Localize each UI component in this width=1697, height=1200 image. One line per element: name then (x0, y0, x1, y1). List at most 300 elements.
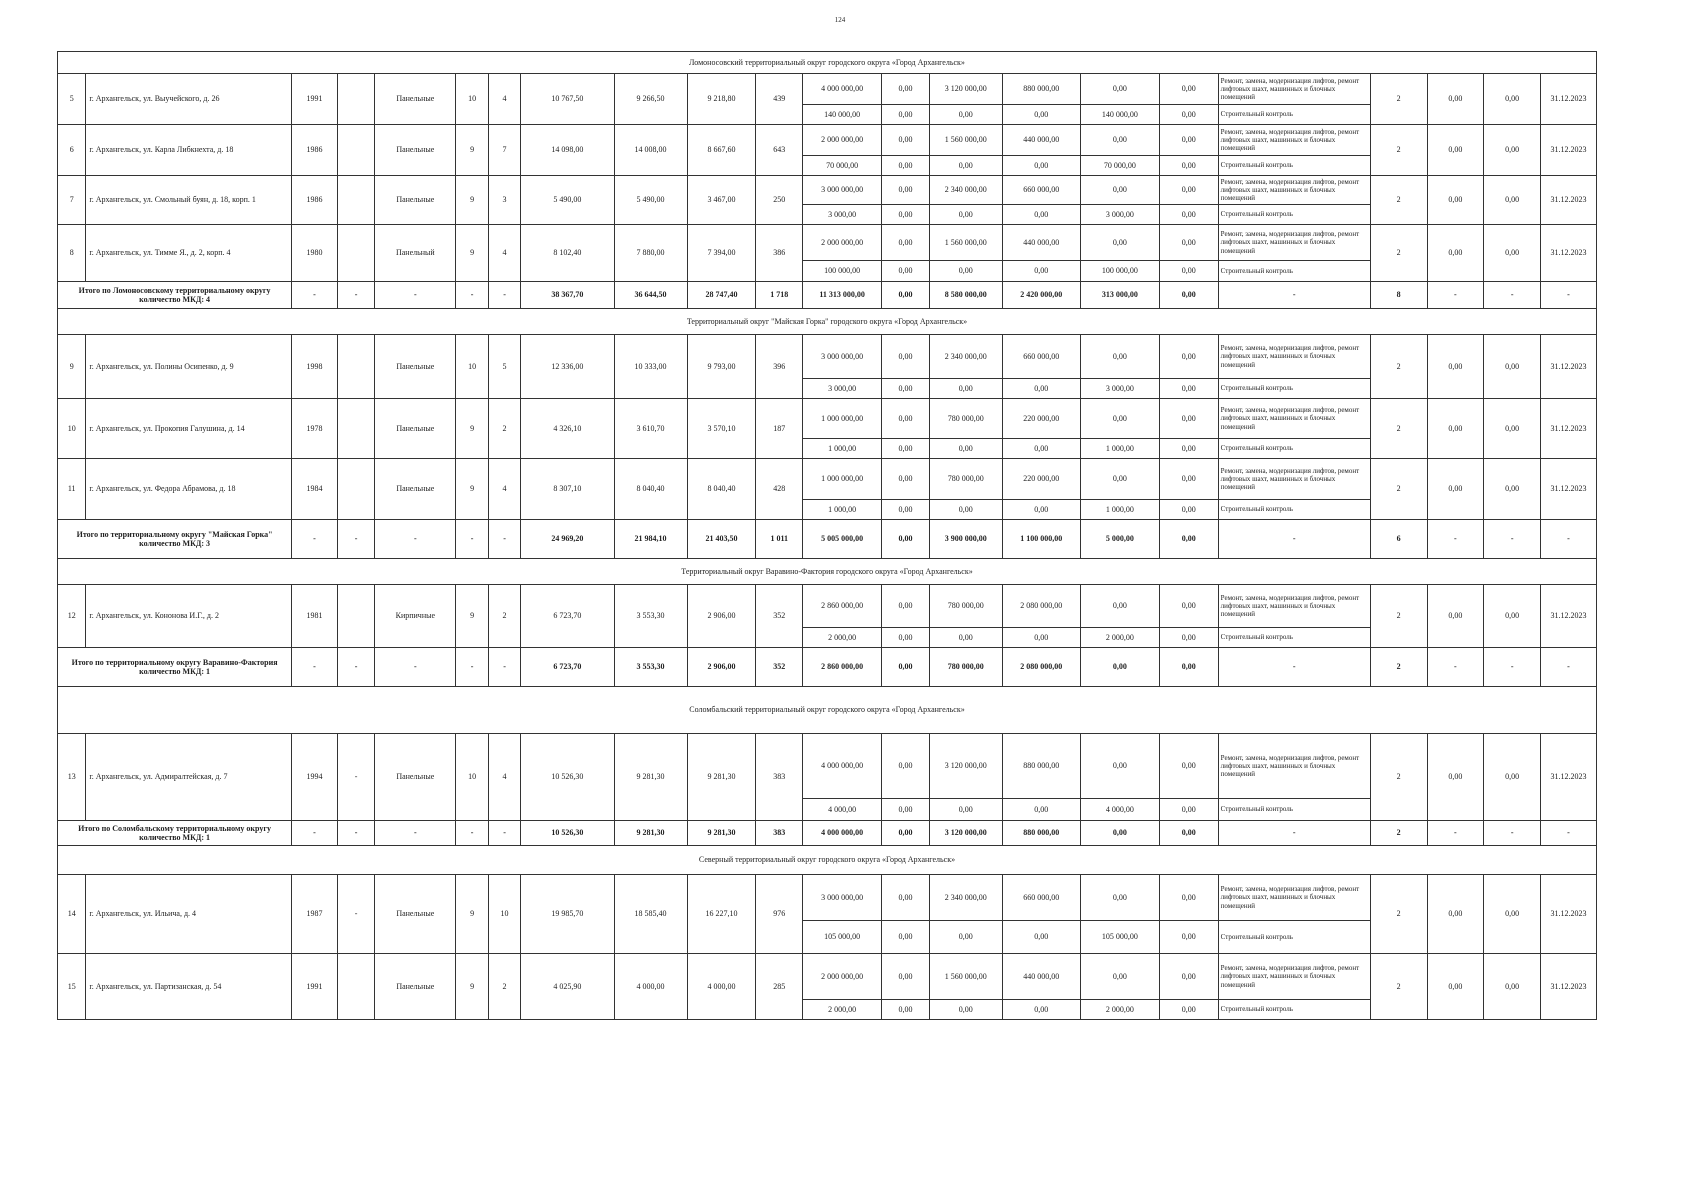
area-total-cell: 19 985,70 (521, 875, 614, 954)
cost-cell: 1 560 000,00 (929, 225, 1002, 261)
dash-cell: - (292, 282, 338, 309)
cost-cell: 0,00 (1159, 921, 1218, 954)
residents-cell: 386 (756, 225, 803, 282)
value-cell: 0,00 (1484, 225, 1541, 282)
dash-cell: - (1484, 648, 1541, 687)
work-type-cell: Ремонт, замена, модернизация лифтов, ремонт лифтовых шахт, машинных и блочных помещений (1218, 399, 1370, 439)
total-value: 0,00 (882, 520, 930, 559)
work-type-cell: Ремонт, замена, модернизация лифтов, ремонт лифтовых шахт, машинных и блочных помещений (1218, 954, 1370, 1000)
cost-cell: 0,00 (929, 105, 1002, 125)
cost-cell: 3 000 000,00 (803, 176, 882, 205)
cost-cell: 0,00 (1080, 459, 1159, 500)
date-cell: 31.12.2023 (1541, 459, 1597, 520)
cost-cell: 0,00 (1159, 379, 1218, 399)
cost-cell: 0,00 (882, 459, 930, 500)
area-living-cell: 3 570,10 (687, 399, 756, 459)
dash-cell: - (337, 821, 375, 846)
total-label: Итого по Ломоносовскому территориальному округу количество МКД: 4 (58, 282, 292, 309)
cost-cell: 0,00 (1080, 335, 1159, 379)
floors-cell: 9 (456, 875, 488, 954)
row-number: 14 (58, 875, 86, 954)
address-cell: г. Архангельск, ул. Кононова И.Г., д. 2 (86, 585, 292, 648)
area-living-cell: 8 667,60 (687, 125, 756, 176)
total-label: Итого по территориальному округу Варавино-Фактория количество МКД: 1 (58, 648, 292, 687)
entrances-cell: 4 (488, 734, 520, 821)
area-living-cell: 9 793,00 (687, 335, 756, 399)
cost-cell: 0,00 (1159, 585, 1218, 628)
floors-cell: 9 (456, 399, 488, 459)
table-row (58, 585, 1597, 628)
cost-cell: 0,00 (929, 921, 1002, 954)
cost-cell: 0,00 (1080, 585, 1159, 628)
cost-cell: 0,00 (882, 205, 930, 225)
value-cell: 0,00 (1427, 399, 1484, 459)
value-cell: 0,00 (1427, 74, 1484, 125)
date-cell: 31.12.2023 (1541, 125, 1597, 176)
value-cell: 0,00 (1427, 734, 1484, 821)
cost-cell: 0,00 (882, 1000, 930, 1020)
dash-cell: - (1427, 520, 1484, 559)
work-type-cell: Ремонт, замена, модернизация лифтов, ремонт лифтовых шахт, машинных и блочных помещений (1218, 225, 1370, 261)
cost-cell: 0,00 (882, 176, 930, 205)
date-cell: 31.12.2023 (1541, 585, 1597, 648)
value-cell: 0,00 (1427, 225, 1484, 282)
count-cell: 2 (1370, 225, 1427, 282)
address-cell: г. Архангельск, ул. Прокопия Галушина, д. 14 (86, 399, 292, 459)
work-type-cell: Ремонт, замена, модернизация лифтов, ремонт лифтовых шахт, машинных и блочных помещений (1218, 459, 1370, 500)
district-title: Северный территориальный округ городского округа «Город Архангельск» (58, 846, 1597, 875)
value-cell: 0,00 (1484, 335, 1541, 399)
dash-cell: - (1484, 821, 1541, 846)
entrances-cell: 4 (488, 74, 520, 125)
total-count: 2 (1370, 648, 1427, 687)
year-cell: 1978 (292, 399, 338, 459)
floors-cell: 9 (456, 176, 488, 225)
total-value: 0,00 (1080, 648, 1159, 687)
cost-cell: 660 000,00 (1002, 875, 1080, 921)
capital-repair-table (57, 51, 1597, 1020)
cost-cell: 0,00 (1080, 399, 1159, 439)
total-value: 0,00 (1159, 648, 1218, 687)
work-type-cell: Ремонт, замена, модернизация лифтов, ремонт лифтовых шахт, машинных и блочных помещений (1218, 74, 1370, 105)
entrances-cell: 2 (488, 954, 520, 1020)
floors-cell: 10 (456, 734, 488, 821)
total-value: 1 718 (756, 282, 803, 309)
value-cell: 0,00 (1484, 459, 1541, 520)
area-rooms-cell: 8 040,40 (614, 459, 687, 520)
cost-cell: 2 000 000,00 (803, 225, 882, 261)
dash-cell: - (1218, 282, 1370, 309)
entrances-cell: 5 (488, 335, 520, 399)
dash-cell: - (292, 821, 338, 846)
total-value: 0,00 (1080, 821, 1159, 846)
cost-cell: 0,00 (1002, 379, 1080, 399)
residents-cell: 383 (756, 734, 803, 821)
total-value: 0,00 (882, 821, 930, 846)
district-title: Соломбальский территориальный округ городского округа «Город Архангельск» (58, 687, 1597, 734)
dash-cell: - (375, 821, 456, 846)
row-number: 15 (58, 954, 86, 1020)
cost-cell: 0,00 (1159, 628, 1218, 648)
cost-cell: 100 000,00 (803, 261, 882, 282)
cost-cell: 0,00 (1080, 954, 1159, 1000)
cost-cell: 3 000 000,00 (803, 875, 882, 921)
total-value: 3 553,30 (614, 648, 687, 687)
address-cell: г. Архангельск, ул. Тимме Я., д. 2, корп. 4 (86, 225, 292, 282)
total-row (58, 282, 1597, 309)
year-cell: 1986 (292, 176, 338, 225)
cost-cell: 0,00 (1002, 156, 1080, 176)
cost-cell: 0,00 (1002, 105, 1080, 125)
work-type-cell: Строительный контроль (1218, 261, 1370, 282)
total-value: 0,00 (1159, 282, 1218, 309)
cost-cell: 0,00 (1159, 734, 1218, 799)
area-total-cell: 14 098,00 (521, 125, 614, 176)
date-cell: 31.12.2023 (1541, 225, 1597, 282)
count-cell: 2 (1370, 74, 1427, 125)
cost-cell: 2 080 000,00 (1002, 585, 1080, 628)
cost-cell: 2 340 000,00 (929, 875, 1002, 921)
entrances-cell: 2 (488, 399, 520, 459)
cost-cell: 0,00 (1080, 125, 1159, 156)
value-cell: 0,00 (1427, 125, 1484, 176)
floors-cell: 9 (456, 125, 488, 176)
dash-cell: - (1218, 520, 1370, 559)
work-type-cell: Строительный контроль (1218, 500, 1370, 520)
total-value: 6 723,70 (521, 648, 614, 687)
address-cell: г. Архангельск, ул. Ильича, д. 4 (86, 875, 292, 954)
value-cell: 0,00 (1427, 335, 1484, 399)
cost-cell: 2 340 000,00 (929, 335, 1002, 379)
year-renovation-cell (337, 335, 375, 399)
cost-cell: 0,00 (1159, 439, 1218, 459)
area-living-cell: 7 394,00 (687, 225, 756, 282)
cost-cell: 1 560 000,00 (929, 954, 1002, 1000)
cost-cell: 220 000,00 (1002, 459, 1080, 500)
year-renovation-cell: - (337, 875, 375, 954)
cost-cell: 2 000 000,00 (803, 954, 882, 1000)
count-cell: 2 (1370, 176, 1427, 225)
total-value: 8 580 000,00 (929, 282, 1002, 309)
row-number: 7 (58, 176, 86, 225)
district-title: Территориальный округ Варавино-Фактория городского округа «Город Архангельск» (58, 559, 1597, 585)
cost-cell: 0,00 (882, 500, 930, 520)
residents-cell: 643 (756, 125, 803, 176)
cost-cell: 0,00 (1159, 399, 1218, 439)
cost-cell: 0,00 (1002, 500, 1080, 520)
total-value: 0,00 (882, 648, 930, 687)
total-value: 10 526,30 (521, 821, 614, 846)
dash-cell: - (1427, 282, 1484, 309)
cost-cell: 0,00 (882, 439, 930, 459)
cost-cell: 0,00 (1080, 734, 1159, 799)
row-number: 12 (58, 585, 86, 648)
cost-cell: 3 120 000,00 (929, 74, 1002, 105)
dash-cell: - (375, 282, 456, 309)
residents-cell: 187 (756, 399, 803, 459)
cost-cell: 1 000,00 (1080, 439, 1159, 459)
residents-cell: 976 (756, 875, 803, 954)
total-count: 8 (1370, 282, 1427, 309)
value-cell: 0,00 (1484, 74, 1541, 125)
row-number: 11 (58, 459, 86, 520)
total-value: 9 281,30 (687, 821, 756, 846)
count-cell: 2 (1370, 399, 1427, 459)
cost-cell: 3 000,00 (1080, 379, 1159, 399)
material-cell: Панельные (375, 954, 456, 1020)
table-row (58, 954, 1597, 1000)
area-rooms-cell: 3 610,70 (614, 399, 687, 459)
total-value: 4 000 000,00 (803, 821, 882, 846)
dash-cell: - (488, 821, 520, 846)
cost-cell: 0,00 (1159, 225, 1218, 261)
total-row (58, 648, 1597, 687)
area-rooms-cell: 3 553,30 (614, 585, 687, 648)
entrances-cell: 3 (488, 176, 520, 225)
area-rooms-cell: 14 008,00 (614, 125, 687, 176)
cost-cell: 4 000 000,00 (803, 74, 882, 105)
cost-cell: 0,00 (882, 399, 930, 439)
address-cell: г. Архангельск, ул. Смольный буян, д. 18, корп. 1 (86, 176, 292, 225)
cost-cell: 4 000 000,00 (803, 734, 882, 799)
dash-cell: - (488, 520, 520, 559)
cost-cell: 440 000,00 (1002, 125, 1080, 156)
area-total-cell: 4 025,90 (521, 954, 614, 1020)
cost-cell: 2 000,00 (803, 628, 882, 648)
table-row (58, 74, 1597, 105)
work-type-cell: Ремонт, замена, модернизация лифтов, ремонт лифтовых шахт, машинных и блочных помещений (1218, 875, 1370, 921)
cost-cell: 140 000,00 (803, 105, 882, 125)
cost-cell: 660 000,00 (1002, 335, 1080, 379)
area-total-cell: 6 723,70 (521, 585, 614, 648)
value-cell: 0,00 (1427, 875, 1484, 954)
cost-cell: 0,00 (882, 74, 930, 105)
cost-cell: 0,00 (882, 799, 930, 821)
cost-cell: 0,00 (1002, 439, 1080, 459)
year-renovation-cell (337, 225, 375, 282)
year-renovation-cell (337, 399, 375, 459)
dash-cell: - (1427, 821, 1484, 846)
value-cell: 0,00 (1427, 954, 1484, 1020)
cost-cell: 880 000,00 (1002, 734, 1080, 799)
cost-cell: 3 000,00 (803, 205, 882, 225)
cost-cell: 0,00 (1159, 205, 1218, 225)
cost-cell: 0,00 (1159, 74, 1218, 105)
cost-cell: 0,00 (1002, 921, 1080, 954)
residents-cell: 439 (756, 74, 803, 125)
row-number: 8 (58, 225, 86, 282)
work-type-cell: Ремонт, замена, модернизация лифтов, ремонт лифтовых шахт, машинных и блочных помещений (1218, 125, 1370, 156)
work-type-cell: Строительный контроль (1218, 205, 1370, 225)
cost-cell: 0,00 (1159, 261, 1218, 282)
cost-cell: 0,00 (929, 799, 1002, 821)
dash-cell: - (337, 282, 375, 309)
cost-cell: 3 000,00 (1080, 205, 1159, 225)
table-row (58, 225, 1597, 261)
material-cell: Панельный (375, 225, 456, 282)
address-cell: г. Архангельск, ул. Полины Осипенко, д. 9 (86, 335, 292, 399)
total-label: Итого по территориальному округу "Майская Горка" количество МКД: 3 (58, 520, 292, 559)
address-cell: г. Архангельск, ул. Адмиралтейская, д. 7 (86, 734, 292, 821)
row-number: 9 (58, 335, 86, 399)
work-type-cell: Ремонт, замена, модернизация лифтов, ремонт лифтовых шахт, машинных и блочных помещений (1218, 734, 1370, 799)
year-cell: 1994 (292, 734, 338, 821)
cost-cell: 0,00 (929, 379, 1002, 399)
cost-cell: 2 000,00 (803, 1000, 882, 1020)
district-header-row (58, 559, 1597, 585)
work-type-cell: Строительный контроль (1218, 628, 1370, 648)
cost-cell: 780 000,00 (929, 399, 1002, 439)
cost-cell: 0,00 (882, 921, 930, 954)
cost-cell: 0,00 (882, 225, 930, 261)
row-number: 6 (58, 125, 86, 176)
year-cell: 1986 (292, 125, 338, 176)
cost-cell: 2 340 000,00 (929, 176, 1002, 205)
value-cell: 0,00 (1484, 954, 1541, 1020)
value-cell: 0,00 (1427, 459, 1484, 520)
cost-cell: 880 000,00 (1002, 74, 1080, 105)
cost-cell: 220 000,00 (1002, 399, 1080, 439)
cost-cell: 0,00 (1159, 105, 1218, 125)
cost-cell: 140 000,00 (1080, 105, 1159, 125)
total-value: 0,00 (1159, 821, 1218, 846)
year-renovation-cell (337, 74, 375, 125)
cost-cell: 780 000,00 (929, 585, 1002, 628)
date-cell: 31.12.2023 (1541, 74, 1597, 125)
cost-cell: 0,00 (1159, 875, 1218, 921)
date-cell: 31.12.2023 (1541, 335, 1597, 399)
year-cell: 1991 (292, 74, 338, 125)
area-rooms-cell: 7 880,00 (614, 225, 687, 282)
cost-cell: 1 560 000,00 (929, 125, 1002, 156)
cost-cell: 1 000 000,00 (803, 459, 882, 500)
work-type-cell: Строительный контроль (1218, 799, 1370, 821)
dash-cell: - (456, 648, 488, 687)
material-cell: Панельные (375, 459, 456, 520)
count-cell: 2 (1370, 125, 1427, 176)
district-header-row (58, 309, 1597, 335)
cost-cell: 1 000,00 (803, 500, 882, 520)
table-row (58, 335, 1597, 379)
total-value: 2 080 000,00 (1002, 648, 1080, 687)
address-cell: г. Архангельск, ул. Партизанская, д. 54 (86, 954, 292, 1020)
cost-cell: 0,00 (1080, 225, 1159, 261)
dash-cell: - (456, 520, 488, 559)
entrances-cell: 4 (488, 225, 520, 282)
total-value: 383 (756, 821, 803, 846)
work-type-cell: Строительный контроль (1218, 921, 1370, 954)
area-total-cell: 10 767,50 (521, 74, 614, 125)
row-number: 10 (58, 399, 86, 459)
cost-cell: 660 000,00 (1002, 176, 1080, 205)
cost-cell: 0,00 (1159, 156, 1218, 176)
dash-cell: - (1484, 282, 1541, 309)
area-total-cell: 12 336,00 (521, 335, 614, 399)
work-type-cell: Строительный контроль (1218, 105, 1370, 125)
floors-cell: 10 (456, 74, 488, 125)
table-row (58, 399, 1597, 439)
dash-cell: - (1541, 282, 1597, 309)
area-rooms-cell: 18 585,40 (614, 875, 687, 954)
entrances-cell: 10 (488, 875, 520, 954)
cost-cell: 0,00 (929, 205, 1002, 225)
material-cell: Панельные (375, 399, 456, 459)
cost-cell: 0,00 (1159, 500, 1218, 520)
table-body (58, 52, 1597, 1020)
floors-cell: 9 (456, 954, 488, 1020)
cost-cell: 1 000 000,00 (803, 399, 882, 439)
area-total-cell: 10 526,30 (521, 734, 614, 821)
floors-cell: 9 (456, 459, 488, 520)
area-total-cell: 5 490,00 (521, 176, 614, 225)
year-cell: 1984 (292, 459, 338, 520)
cost-cell: 2 000,00 (1080, 1000, 1159, 1020)
cost-cell: 4 000,00 (1080, 799, 1159, 821)
dash-cell: - (488, 282, 520, 309)
work-type-cell: Строительный контроль (1218, 156, 1370, 176)
cost-cell: 105 000,00 (1080, 921, 1159, 954)
cost-cell: 780 000,00 (929, 459, 1002, 500)
total-value: 2 906,00 (687, 648, 756, 687)
count-cell: 2 (1370, 734, 1427, 821)
year-renovation-cell (337, 954, 375, 1020)
cost-cell: 0,00 (929, 628, 1002, 648)
dash-cell: - (375, 520, 456, 559)
year-renovation-cell (337, 585, 375, 648)
cost-cell: 0,00 (929, 156, 1002, 176)
cost-cell: 440 000,00 (1002, 225, 1080, 261)
material-cell: Панельные (375, 875, 456, 954)
total-value: 880 000,00 (1002, 821, 1080, 846)
total-value: 36 644,50 (614, 282, 687, 309)
cost-cell: 2 000 000,00 (803, 125, 882, 156)
material-cell: Панельные (375, 335, 456, 399)
cost-cell: 2 000,00 (1080, 628, 1159, 648)
total-value: 24 969,20 (521, 520, 614, 559)
table-row (58, 459, 1597, 500)
total-value: 3 120 000,00 (929, 821, 1002, 846)
count-cell: 2 (1370, 585, 1427, 648)
area-living-cell: 3 467,00 (687, 176, 756, 225)
total-value: 780 000,00 (929, 648, 1002, 687)
cost-cell: 0,00 (882, 379, 930, 399)
area-total-cell: 4 326,10 (521, 399, 614, 459)
cost-cell: 70 000,00 (803, 156, 882, 176)
year-cell: 1991 (292, 954, 338, 1020)
cost-cell: 0,00 (1159, 799, 1218, 821)
year-renovation-cell (337, 459, 375, 520)
dash-cell: - (375, 648, 456, 687)
cost-cell: 1 000,00 (803, 439, 882, 459)
residents-cell: 428 (756, 459, 803, 520)
cost-cell: 0,00 (929, 439, 1002, 459)
cost-cell: 105 000,00 (803, 921, 882, 954)
cost-cell: 0,00 (882, 585, 930, 628)
district-header-row (58, 52, 1597, 74)
value-cell: 0,00 (1484, 176, 1541, 225)
value-cell: 0,00 (1427, 176, 1484, 225)
address-cell: г. Архангельск, ул. Федора Абрамова, д. 18 (86, 459, 292, 520)
address-cell: г. Архангельск, ул. Выучейского, д. 26 (86, 74, 292, 125)
residents-cell: 250 (756, 176, 803, 225)
area-rooms-cell: 4 000,00 (614, 954, 687, 1020)
dash-cell: - (292, 520, 338, 559)
district-title: Ломоносовский территориальный округ городского округа «Город Архангельск» (58, 52, 1597, 74)
cost-cell: 0,00 (882, 105, 930, 125)
cost-cell: 0,00 (1159, 176, 1218, 205)
row-number: 13 (58, 734, 86, 821)
material-cell: Панельные (375, 176, 456, 225)
